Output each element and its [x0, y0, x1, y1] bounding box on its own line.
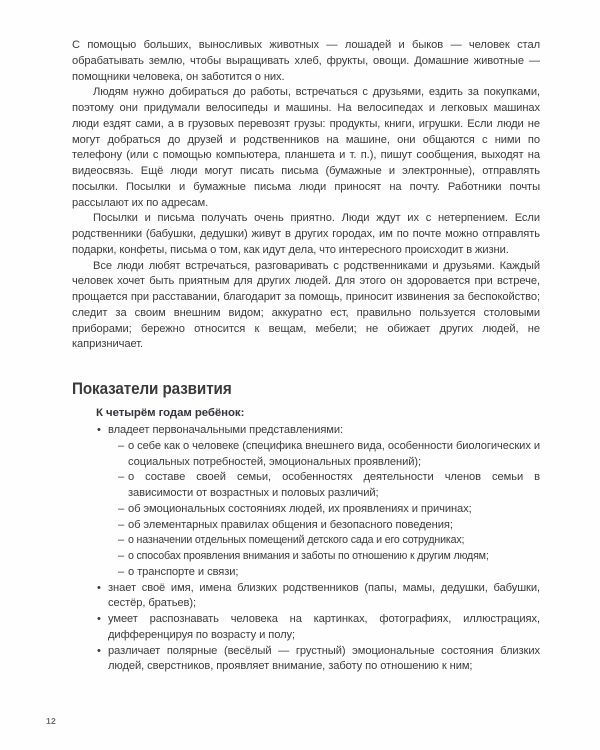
sub-list [72, 439, 540, 581]
bullet-marker-icon: • [97, 581, 101, 594]
sub-list-item [72, 565, 540, 581]
sub-list-item [72, 439, 540, 471]
body-paragraph: С помощью больших, выносливых животных — лошадей и быков — человек стал обрабатывать землю, чтобы выращивать хлеб, фрукты, овощи. Домашние животные — помощники человека, он заботится о них. [72, 39, 540, 83]
list-item [72, 581, 540, 613]
sub-list-item-text: о способах проявления внимания и заботы по отношению к другим людям; [128, 550, 489, 562]
dash-marker-icon: – [118, 550, 125, 562]
sub-list-item [72, 549, 540, 565]
development-indicators-list [72, 423, 540, 675]
sub-list-item-text: о себе как о человеке (специфика внешнего вида, особенности биологических и социальных потребностей, эмоциональных проявлений); [128, 439, 540, 468]
page-number: 12 [46, 716, 56, 726]
list-item-text: умеет распознавать человека на картинках, фотографиях, иллюстрациях, дифференцируя по возрасту и полу; [108, 613, 540, 641]
list-item [72, 423, 540, 439]
dash-marker-icon: – [118, 471, 125, 484]
dash-marker-icon: – [118, 518, 125, 531]
sub-list-item-text: о назначении отдельных помещений детского сада и его сотрудниках; [128, 534, 465, 547]
body-paragraph: Людям нужно добираться до работы, встречаться с друзьями, ездить за покупками, поэтому они придумали велосипеды и машины. На велосипедах и легковых машинах люди ездят сами, а в грузовых перевозят грузы: продукты, книги, игрушки. Если люди не могут добраться до друзей и родственников на машине, они общаются с ними по телефону (или с помощью компьютера, планшета и т. п.), пишут сообщения, выходят на видеосвязь. Ещё люди могут писать письма (бумажные и электронные), отправлять посылки. Посылки и бумажные письма люди приносят на почту. Работники почты рассылают их по адресам. [72, 86, 540, 209]
sub-list-item-text: о транспорте и связи; [128, 565, 239, 578]
sub-list-item [72, 470, 540, 502]
list-item [72, 612, 540, 644]
bullet-marker-icon: • [97, 644, 101, 657]
list-item-text: владеет первоначальными представлениями: [108, 424, 344, 436]
sub-list-item-text: о составе своей семьи, особенностях деятельности членов семьи в зависимости от возрастных и половых различий; [128, 471, 540, 499]
sub-list-item [72, 518, 540, 534]
list-item-text: знает своё имя, имена близких родственников (папы, мамы, дедушки, бабушки, сестёр, братьев); [108, 581, 540, 610]
list-item-text: различает полярные (весёлый — грустный) эмоциональные состояния близких людей, сверстников, проявляет внимание, заботу по отношению к ним; [108, 644, 540, 673]
body-paragraph: Посылки и письма получать очень приятно. Люди ждут их с нетерпением. Если родственники (бабушки, дедушки) живут в других городах, им по почте можно отправлять подарки, конфеты, письма о том, как идут дела, что интересного происходит в жизни. [72, 212, 540, 256]
section-sub-heading: К четырём годам ребёнок: [96, 407, 245, 419]
section-heading: Показатели развития [72, 380, 232, 398]
sub-list-item [72, 533, 540, 549]
sub-list-item [72, 502, 540, 518]
body-paragraph: Все люди любят встречаться, разговаривать с родственниками и друзьями. Каждый человек хочет быть приятным для других людей. Для этого он здоровается при встрече, прощается при расставании, благодарит за помощь, приносит извинения за беспокойство; следит за своим внешним видом; аккуратно ест, правильно пользуется столовыми приборами; бережно относится к вещам, мебели; не обижает других людей, не капризничает. [72, 259, 540, 351]
dash-marker-icon: – [118, 534, 125, 547]
page-content [72, 38, 540, 675]
dash-marker-icon: – [118, 439, 125, 452]
sub-list-item-text: об элементарных правилах общения и безопасного поведения; [128, 518, 453, 531]
dash-marker-icon: – [118, 565, 125, 578]
list-item [72, 644, 540, 676]
bullet-marker-icon: • [97, 424, 101, 436]
dash-marker-icon: – [118, 502, 125, 515]
bullet-marker-icon: • [97, 613, 101, 625]
sub-list-item-text: об эмоциональных состояниях людей, их проявлениях и причинах; [128, 502, 472, 515]
spacer [72, 353, 540, 379]
